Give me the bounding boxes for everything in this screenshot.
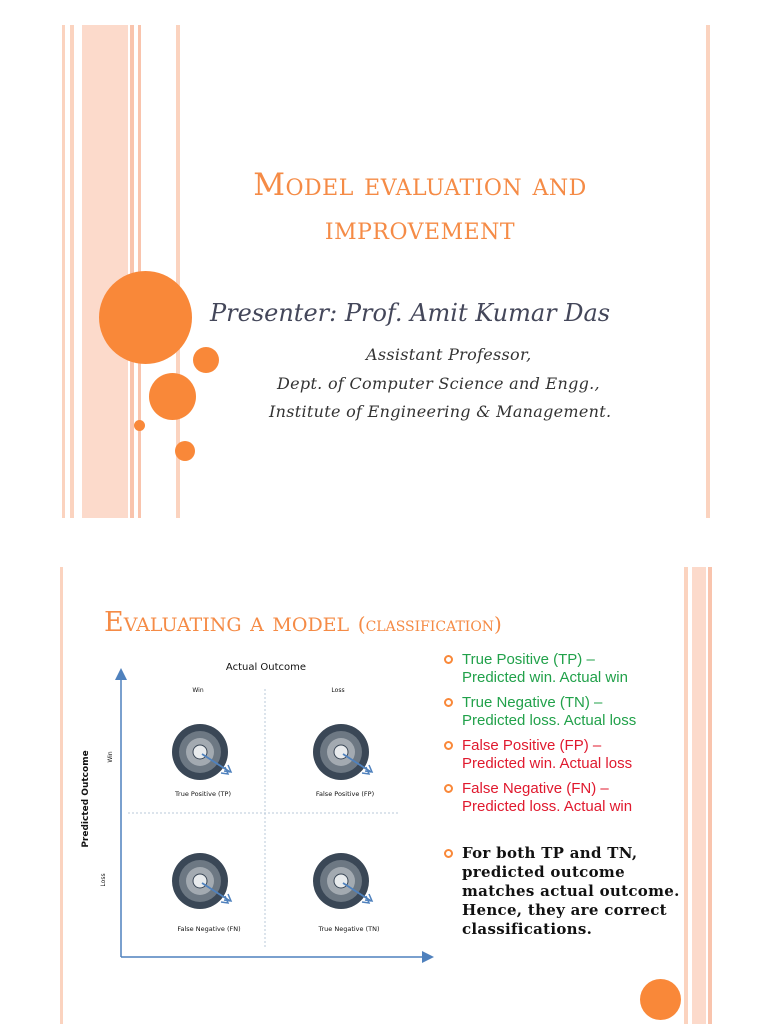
target-icon xyxy=(313,724,372,780)
cell-label-tn: True Negative (TN) xyxy=(318,925,380,933)
column-label-loss: Loss xyxy=(331,687,345,694)
decorative-circle-large xyxy=(99,271,192,364)
presenter-name: Presenter: Prof. Amit Kumar Das xyxy=(210,299,611,327)
decorative-stripe xyxy=(82,25,128,518)
title-line: Model evaluation and xyxy=(253,167,587,203)
bullet-ring-icon xyxy=(444,741,453,750)
bullet-line: False Positive (FP) – xyxy=(462,737,602,754)
decorative-stripe xyxy=(684,567,688,1024)
decorative-stripe xyxy=(708,567,712,1024)
bullet-line: True Negative (TN) – xyxy=(462,694,603,711)
bullet-item xyxy=(442,780,682,816)
bullet-list xyxy=(442,651,682,939)
bullet-ring-icon xyxy=(444,849,453,858)
content-slide xyxy=(60,567,712,1024)
bullet-line: Predicted loss. Actual win xyxy=(462,798,633,815)
decorative-stripe xyxy=(706,25,710,518)
bullet-ring-icon xyxy=(444,698,453,707)
bullet-item xyxy=(442,694,682,730)
decorative-stripe xyxy=(70,25,74,518)
target-icon xyxy=(172,853,231,909)
decorative-stripe xyxy=(62,25,65,518)
decorative-circle-small xyxy=(193,347,219,373)
decorative-circle-tiny xyxy=(134,420,145,431)
bullet-line: True Positive (TP) – xyxy=(462,651,595,668)
cell-label-tp: True Positive (TP) xyxy=(175,790,231,798)
row-label-win: Win xyxy=(107,751,114,763)
bullet-line: Predicted win. Actual win xyxy=(462,669,628,686)
title-main: Evaluating a model xyxy=(104,607,350,638)
target-icon xyxy=(313,853,372,909)
affiliation-line: Dept. of Computer Science and Engg., xyxy=(277,374,600,393)
decorative-stripe xyxy=(692,567,706,1024)
bullet-ring-icon xyxy=(444,655,453,664)
bullet-item xyxy=(442,737,682,773)
column-label-win: Win xyxy=(192,687,204,694)
predicted-outcome-label: Predicted Outcome xyxy=(81,750,91,848)
title-slide xyxy=(60,25,712,518)
confusion-matrix-diagram xyxy=(60,567,440,967)
affiliation-line: Assistant Professor, xyxy=(366,345,532,364)
affiliation-line: Institute of Engineering & Management. xyxy=(269,402,612,421)
summary-note xyxy=(442,844,682,939)
bullet-item xyxy=(442,651,682,687)
summary-note-text: For both TP and TN, predicted outcome matches actual outcome. Hence, they are correct classifications. xyxy=(462,844,680,938)
decorative-circle xyxy=(640,979,681,1020)
title-line: improvement xyxy=(324,211,516,247)
decorative-circle-medium xyxy=(149,373,196,420)
cell-label-fn: False Negative (FN) xyxy=(177,925,241,933)
title-sub: (classification) xyxy=(357,612,502,636)
slide-title xyxy=(160,163,680,251)
bullet-line: Predicted win. Actual loss xyxy=(462,755,633,772)
target-icon xyxy=(172,724,231,780)
row-label-loss: Loss xyxy=(100,873,107,887)
bullet-ring-icon xyxy=(444,784,453,793)
cell-label-fp: False Positive (FP) xyxy=(315,790,375,798)
actual-outcome-label: Actual Outcome xyxy=(225,662,307,673)
bullet-line: Predicted loss. Actual loss xyxy=(462,712,637,729)
bullet-line: False Negative (FN) – xyxy=(462,780,609,797)
decorative-circle-small xyxy=(175,441,195,461)
